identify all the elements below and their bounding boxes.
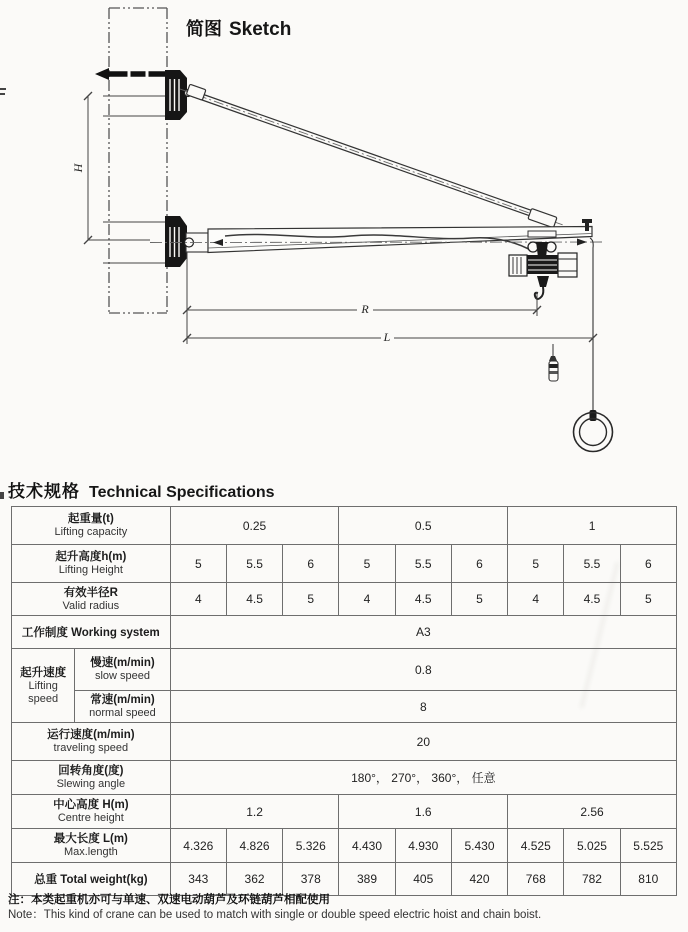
heading-en: Technical Specifications — [89, 484, 275, 501]
row-label: 运行速度(m/min) traveling speed — [12, 723, 171, 761]
section-heading — [8, 477, 275, 502]
spec-value: 4 — [508, 583, 564, 616]
spec-value: A3 — [170, 616, 676, 649]
spec-value: 4.826 — [226, 829, 282, 863]
row-sublabel: 慢速(m/min) slow speed — [75, 649, 170, 691]
bracket-seat-lines — [103, 96, 170, 263]
spec-value: 6 — [620, 545, 676, 583]
spec-value: 768 — [508, 863, 564, 896]
rope-and-ring — [574, 238, 613, 452]
row-sublabel: 常速(m/min) normal speed — [75, 691, 170, 723]
svg-text:L: L — [383, 330, 391, 344]
spec-value: 5 — [508, 545, 564, 583]
row-max-length — [12, 829, 677, 863]
footnote-en: Note：This kind of crane can be used to match with single or double speed electric hoist and chain boist. — [8, 909, 542, 921]
hoist-trolley — [509, 231, 577, 299]
scan-edge-mark — [0, 88, 6, 90]
technical-specifications-table — [11, 506, 677, 896]
spec-value: 5 — [451, 583, 507, 616]
row-lifting-capacity — [12, 507, 677, 545]
spec-value: 4.5 — [564, 583, 620, 616]
spec-value: 4.326 — [170, 829, 226, 863]
spec-value: 6 — [283, 545, 339, 583]
spec-value: 2.56 — [508, 795, 677, 829]
spec-value: 5.5 — [395, 545, 451, 583]
spec-value: 4.5 — [226, 583, 282, 616]
svg-text:R: R — [361, 302, 369, 316]
row-valid-radius — [12, 583, 677, 616]
spec-value: 6 — [451, 545, 507, 583]
row-total-weight — [12, 863, 677, 896]
spec-value: 0.5 — [339, 507, 508, 545]
spec-value: 5 — [170, 545, 226, 583]
sketch-title-zh: 简图 — [186, 19, 222, 39]
spec-value: 5.025 — [564, 829, 620, 863]
spec-value: 5.525 — [620, 829, 676, 863]
spec-value: 378 — [283, 863, 339, 896]
dimension-l — [183, 330, 597, 344]
spec-value: 180°， 270°， 360°， 任意 — [170, 761, 676, 795]
row-label: 起重量(t) Lifting capacity — [12, 507, 171, 545]
spec-value: 5.5 — [226, 545, 282, 583]
spec-value: 4.930 — [395, 829, 451, 863]
anchor-bolt-arrow — [95, 68, 166, 80]
spec-value: 20 — [170, 723, 676, 761]
spec-value: 5.430 — [451, 829, 507, 863]
spec-value: 5.5 — [564, 545, 620, 583]
row-label: 总重 Total weight(kg) — [12, 863, 171, 896]
svg-text:H: H — [71, 163, 85, 173]
row-label: 工作制度 Working system — [12, 616, 171, 649]
spec-value: 1.6 — [339, 795, 508, 829]
row-slewing-angle — [12, 761, 677, 795]
scan-edge-mark — [0, 93, 5, 95]
row-working-system — [12, 616, 677, 649]
spec-value: 362 — [226, 863, 282, 896]
row-label: 最大长度 L(m) Max.length — [12, 829, 171, 863]
spec-value: 4.430 — [339, 829, 395, 863]
spec-value: 810 — [620, 863, 676, 896]
spec-value: 4.525 — [508, 829, 564, 863]
spec-value: 343 — [170, 863, 226, 896]
heading-zh: 技术规格 — [8, 482, 80, 501]
row-slow-speed — [12, 649, 677, 691]
row-label: 回转角度(度) Slewing angle — [12, 761, 171, 795]
spec-value: 0.25 — [170, 507, 339, 545]
dimension-r — [183, 252, 541, 344]
row-label: 有效半径R Valid radius — [12, 583, 171, 616]
row-centre-height — [12, 795, 677, 829]
spec-value: 1.2 — [170, 795, 339, 829]
spec-value: 4 — [170, 583, 226, 616]
spec-value: 5.326 — [283, 829, 339, 863]
spec-value: 4.5 — [395, 583, 451, 616]
spec-value: 1 — [508, 507, 677, 545]
tie-rod — [180, 84, 563, 228]
spec-value: 4 — [339, 583, 395, 616]
row-normal-speed — [12, 691, 677, 723]
spec-value: 420 — [451, 863, 507, 896]
row-traveling-speed — [12, 723, 677, 761]
scan-edge-mark — [0, 492, 4, 499]
wall-column — [109, 8, 167, 313]
row-label-lifting-speed: 起升速度 Lifting speed — [12, 649, 75, 723]
spec-value: 5 — [283, 583, 339, 616]
footnote-zh: 注：本类起重机亦可与单速、双速电动葫芦及环链葫芦相配使用 — [8, 894, 330, 906]
end-stop — [582, 219, 592, 223]
row-label: 起升高度h(m) Lifting Height — [12, 545, 171, 583]
spec-value: 405 — [395, 863, 451, 896]
dimension-h — [71, 92, 150, 244]
spec-value: 782 — [564, 863, 620, 896]
pendant-control — [549, 344, 558, 381]
row-label: 中心高度 H(m) Centre height — [12, 795, 171, 829]
spec-value: 389 — [339, 863, 395, 896]
spec-value: 0.8 — [170, 649, 676, 691]
row-lifting-height — [12, 545, 677, 583]
spec-value: 5 — [620, 583, 676, 616]
spec-value: 5 — [339, 545, 395, 583]
sketch-title-en: Sketch — [229, 19, 292, 40]
footnote — [8, 893, 541, 923]
electric-hoist — [509, 253, 577, 277]
spec-value: 8 — [170, 691, 676, 723]
